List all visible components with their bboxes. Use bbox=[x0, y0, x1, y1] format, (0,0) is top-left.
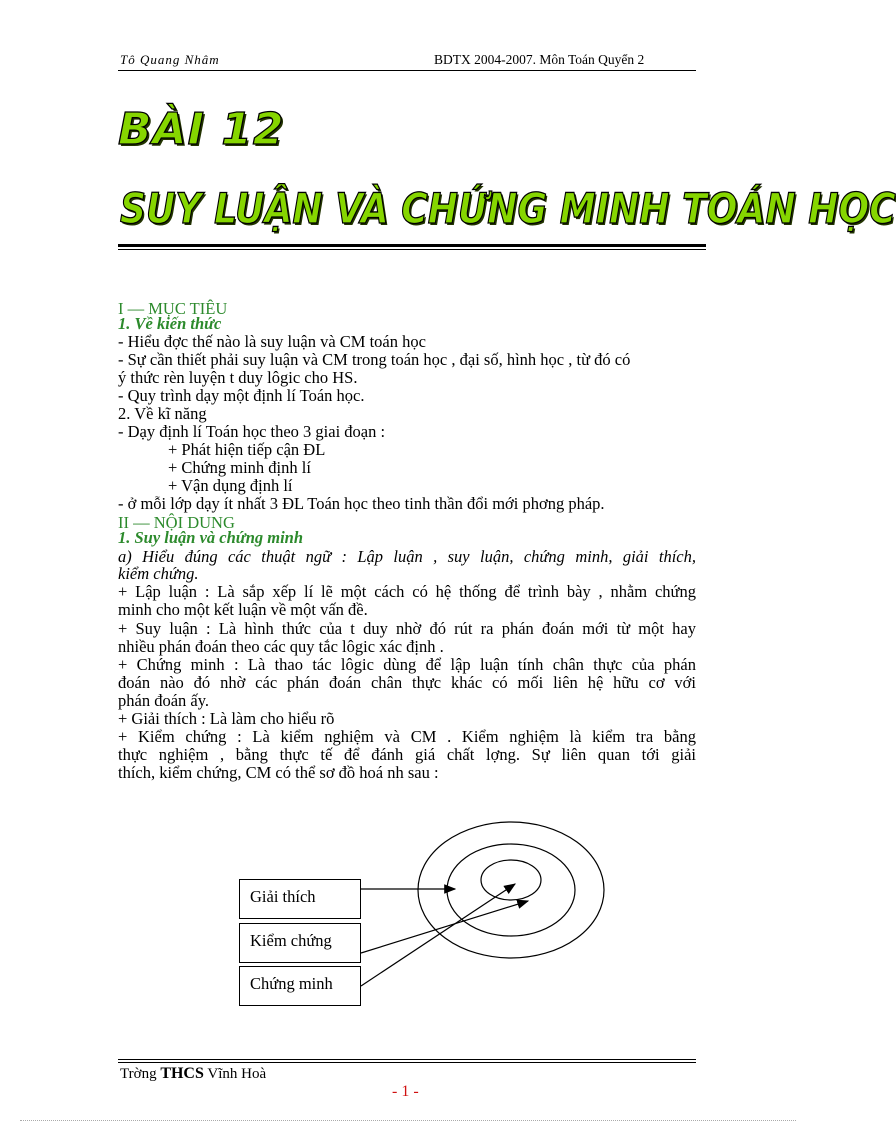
content-line: minh cho một kết luận về một vấn đề. bbox=[118, 600, 368, 619]
objective-line: - Quy trình dạy một định lí Toán học. bbox=[118, 386, 365, 405]
footer-school-name: Vĩnh Hoà bbox=[207, 1066, 267, 1082]
content-line: + Lập luận : Là sắp xếp lí lẽ một cách có hệ thống để trình bày , nhằm chứng bbox=[118, 582, 696, 601]
header-author: Tô Quang Nhâm bbox=[120, 52, 220, 67]
terms-intro: a) Hiểu đúng các thuật ngữ : Lập luận , suy luận, chứng minh, giải thích, bbox=[118, 547, 696, 566]
outer-circle bbox=[418, 822, 604, 958]
skill-step: + Chứng minh định lí bbox=[168, 458, 311, 477]
content-line: đoán nào đó nhờ các phán đoán chân thực khác có mối liên hệ hữu cơ với bbox=[118, 673, 696, 692]
content-line: + Chứng minh : Là thao tác lôgic dùng để lập luận tính chân thực của phán bbox=[118, 655, 696, 674]
section1-heading: I — MỤC TIÊU bbox=[118, 299, 228, 318]
objective-line: ý thức rèn luyện t duy lôgic cho HS. bbox=[118, 368, 358, 387]
header-course: BDTX 2004-2007. Môn Toán Quyển 2 bbox=[434, 52, 645, 67]
content-line: thích, kiểm chứng, CM có thể sơ đồ hoá nh sau : bbox=[118, 763, 439, 782]
content-line: + Giải thích : Là làm cho hiểu rõ bbox=[118, 709, 335, 728]
box-giai-thich-label: Giải thích bbox=[250, 887, 316, 906]
content-line: + Suy luận : Là hình thức của t duy nhờ đó rút ra phán đoán mới từ một hay bbox=[118, 619, 696, 638]
box-giai-thich bbox=[239, 879, 361, 919]
section1-sub1: 1. Về kiến thức bbox=[118, 314, 222, 333]
page-edge bbox=[20, 1120, 796, 1121]
middle-circle bbox=[447, 844, 575, 936]
footer-school-type: THCS bbox=[160, 1065, 204, 1082]
skill-step: + Vận dụng định lí bbox=[168, 476, 293, 495]
arrow-kiem-chung bbox=[361, 901, 528, 953]
box-chung-minh-label: Chứng minh bbox=[250, 974, 333, 993]
content-line: phán đoán ấy. bbox=[118, 691, 210, 710]
footer-school bbox=[120, 1065, 266, 1083]
inner-circle bbox=[481, 860, 541, 900]
content-line: nhiều phán đoán theo các quy tắc lôgic xác định . bbox=[118, 637, 444, 656]
section1-sub2: 2. Về kĩ năng bbox=[118, 404, 207, 423]
objective-line: - Hiểu đợc thế nào là suy luận và CM toán học bbox=[118, 332, 426, 351]
content-line: thực nghiệm , bằng thực tế để đánh giá chất lợng. Sự liên quan tới giải bbox=[118, 745, 696, 764]
footer-divider-2 bbox=[118, 1062, 696, 1063]
skill-step: + Phát hiện tiếp cận ĐL bbox=[168, 440, 326, 459]
footer-school-prefix: Trờng bbox=[120, 1066, 157, 1082]
box-chung-minh bbox=[239, 966, 361, 1006]
arrow-chung-minh bbox=[361, 884, 515, 986]
skills-line: - Dạy định lí Toán học theo 3 giai đoạn : bbox=[118, 422, 386, 441]
lesson-title: BÀI 12 bbox=[118, 104, 285, 155]
footer-divider bbox=[118, 1059, 696, 1060]
objective-line: - Sự cần thiết phải suy luận và CM trong toán học , đại số, hình học , từ đó có bbox=[118, 350, 631, 369]
page-number: - 1 - bbox=[392, 1083, 419, 1100]
box-kiem-chung bbox=[239, 923, 361, 963]
terms-intro-cont: kiểm chứng. bbox=[118, 564, 199, 583]
content-line: + Kiểm chứng : Là kiểm nghiệm và CM . Kiểm nghiệm là kiểm tra bằng bbox=[118, 727, 696, 746]
box-kiem-chung-label: Kiểm chứng bbox=[250, 931, 332, 950]
skills-closing: - ở mỗi lớp dạy ít nhất 3 ĐL Toán học theo tinh thần đổi mới phơng pháp. bbox=[118, 494, 605, 513]
section2-heading: II — NỘI DUNG bbox=[118, 513, 235, 532]
lesson-name: SUY LUẬN VÀ CHỨNG MINH TOÁN HỌC bbox=[120, 184, 896, 233]
section2-sub1: 1. Suy luận và chứng minh bbox=[118, 528, 304, 547]
